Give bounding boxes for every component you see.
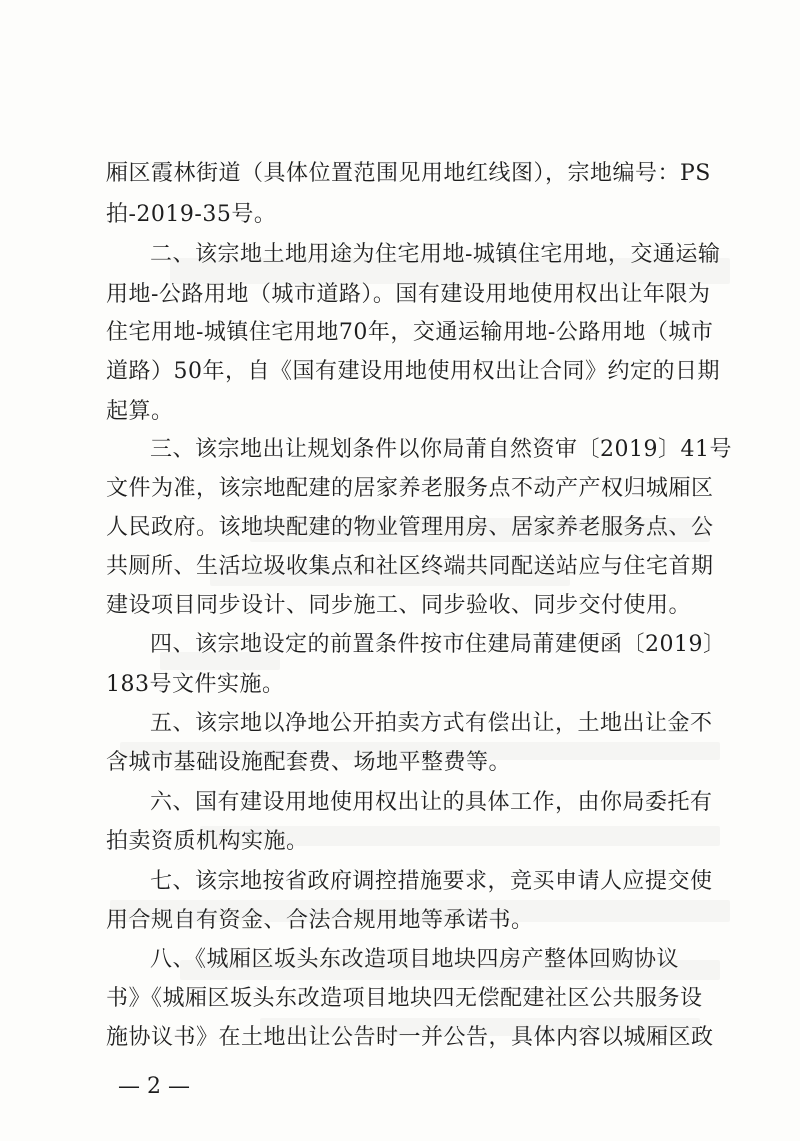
text-line: 用合规自有资金、合法合规用地等承诺书。	[106, 908, 534, 933]
text-line: 含城市基础设施配套费、场地平整费等。	[106, 750, 512, 775]
text-line: 起算。	[106, 399, 174, 424]
text-line: 七、该宗地按省政府调控措施要求，竞买申请人应提交使	[150, 869, 713, 894]
text-line: 厢区霞林街道（具体位置范围见用地红线图），宗地编号：PS	[106, 161, 711, 186]
text-line: 四、该宗地设定的前置条件按市住建局莆建便函〔2019〕	[150, 632, 726, 657]
text-line: 六、国有建设用地使用权出让的具体工作，由你局委托有	[150, 790, 713, 815]
text-line: 拍卖资质机构实施。	[106, 829, 309, 854]
text-line: 文件为准，该宗地配建的居家养老服务点不动产产权归城厢区	[106, 476, 714, 501]
text-line: 道路）50年，自《国有建设用地使用权出让合同》约定的日期	[106, 359, 720, 384]
text-line: 施协议书》在土地出让公告时一并公告，具体内容以城厢区政	[106, 1025, 714, 1050]
text-line: 三、该宗地出让规划条件以你局莆自然资审〔2019〕41号	[150, 437, 732, 462]
text-line: 二、该宗地土地用途为住宅用地-城镇住宅用地，交通运输	[150, 242, 721, 267]
text-line: 用地-公路用地（城市道路）。国有建设用地使用权出让年限为	[106, 282, 711, 307]
text-line: 八、《城厢区坂头东改造项目地块四房产整体回购协议	[150, 947, 680, 972]
page-number: — 2 —	[118, 1074, 190, 1099]
text-line: 书》《城厢区坂头东改造项目地块四无偿配建社区公共服务设	[106, 986, 703, 1011]
text-line: 共厕所、生活垃圾收集点和社区终端共同配送站应与住宅首期	[106, 554, 714, 579]
text-line: 人民政府。该地块配建的物业管理用房、居家养老服务点、公	[106, 515, 714, 540]
text-line: 183号文件实施。	[106, 672, 285, 697]
text-line: 住宅用地-城镇住宅用地70年，交通运输用地-公路用地（城市	[106, 320, 714, 345]
text-line: 拍-2019-35号。	[106, 202, 277, 227]
text-line: 建设项目同步设计、同步施工、同步验收、同步交付使用。	[106, 593, 692, 618]
text-line: 五、该宗地以净地公开拍卖方式有偿出让，土地出让金不	[150, 711, 713, 736]
